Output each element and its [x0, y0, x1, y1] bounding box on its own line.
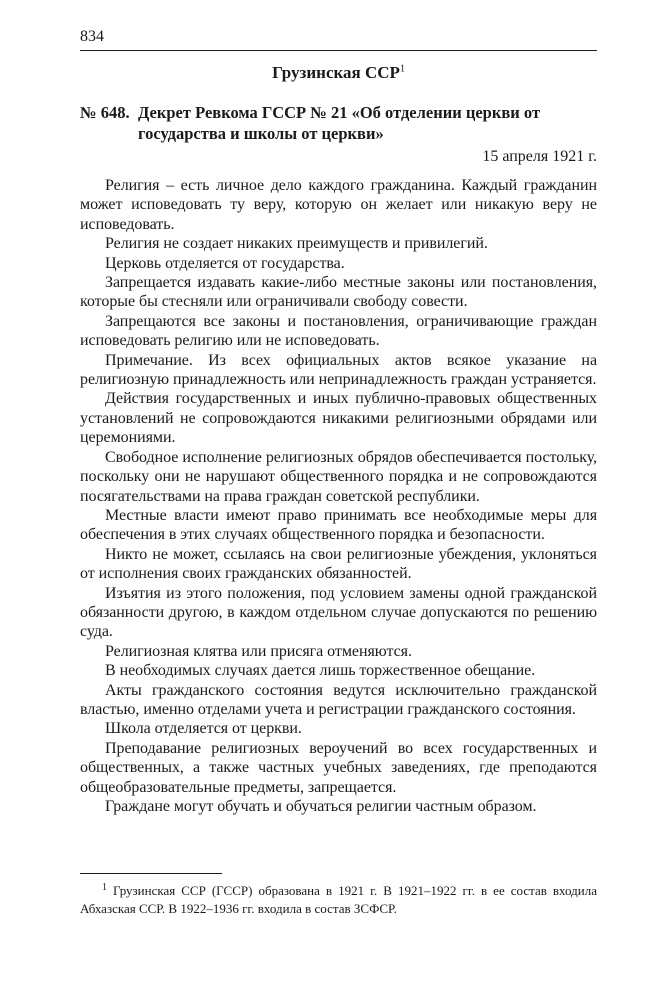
document-title-line2: государства и школы от церкви» [138, 124, 384, 143]
paragraph: В необходимых случаях дается лишь торжественное обещание. [105, 662, 536, 680]
paragraph: Школа отделяется от церкви. [105, 720, 302, 738]
paragraph: Запрещается издавать какие-либо местные законы или постановления, которые бы стесняли или ограничивали свободу совести. [80, 274, 597, 311]
paragraph: Граждане могут обучать и обучаться религии частным образом. [105, 798, 537, 815]
paragraph: Преподавание религиозных вероучений во всех государственных и общественных, а также частных учебных заведениях, где преподаются общеобразовательные предметы, запрещается. [80, 739, 597, 796]
paragraph: Религиозная клятва или присяга отменяются. [105, 642, 412, 660]
paragraph: Церковь отделяется от государства. [105, 254, 345, 272]
paragraph: Свободное исполнение религиозных обрядов обеспечивается постольку, поскольку они не нарушают общественного порядка и не сопровождаются посягательствами на права граждан советской республики. [80, 448, 597, 505]
footnote-reference[interactable]: 1 [399, 63, 405, 75]
footnote-mark: 1 [102, 881, 107, 893]
footnote-rule [80, 873, 222, 874]
paragraph: Действия государственных и иных публично-правовых общественных установлений не сопровождаются никакими религиозными обрядами или церемониями. [80, 390, 597, 447]
section-title-text: Грузинская ССР [272, 63, 400, 82]
document-heading [80, 102, 597, 144]
document-date: 15 апреля 1921 г. [482, 148, 597, 165]
paragraph: Местные власти имеют право принимать все необходимые меры для обеспечения в этих случаях общественного порядка и безопасности. [80, 506, 597, 544]
footnote [80, 882, 597, 918]
section-title [80, 62, 597, 84]
document-title-line1: Декрет Ревкома ГССР № 21 «Об отделении церкви от [138, 103, 541, 122]
page-number: 834 [80, 28, 104, 45]
paragraph: Запрещаются все законы и постановления, ограничивающие граждан исповедовать религию или не исповедовать. [80, 312, 597, 350]
paragraph: Религия не создает никаких преимуществ и привилегий. [105, 235, 488, 253]
paragraph: Религия – есть личное дело каждого гражданина. Каждый гражданин может исповедовать ту веру, которую он желает или никакую веру не исповедовать. [80, 177, 597, 233]
document-number: № 648. [80, 103, 130, 122]
paragraph: Акты гражданского состояния ведутся исключительно гражданской властью, именно отделами учета и регистрации гражданского состояния. [80, 681, 597, 718]
document-body [80, 176, 597, 816]
paragraph: Примечание. Из всех официальных актов всякое указание на религиозную принадлежность или непринадлежность граждан устраняется. [80, 351, 597, 389]
header-rule [80, 50, 597, 51]
paragraph: Никто не может, ссылаясь на свои религиозные убеждения, уклоняться от исполнения своих гражданских обязанностей. [80, 545, 597, 583]
footnote-text: Грузинская ССР (ГССР) образована в 1921 г. В 1921–1922 гг. в ее состав входила Абхазская ССР. В 1922–1936 гг. входила в состав ЗСФСР. [80, 883, 597, 916]
paragraph: Изъятия из этого положения, под условием замены одной гражданской обязанности другою, в каждом отдельном случае допускаются по решению суда. [80, 584, 597, 641]
